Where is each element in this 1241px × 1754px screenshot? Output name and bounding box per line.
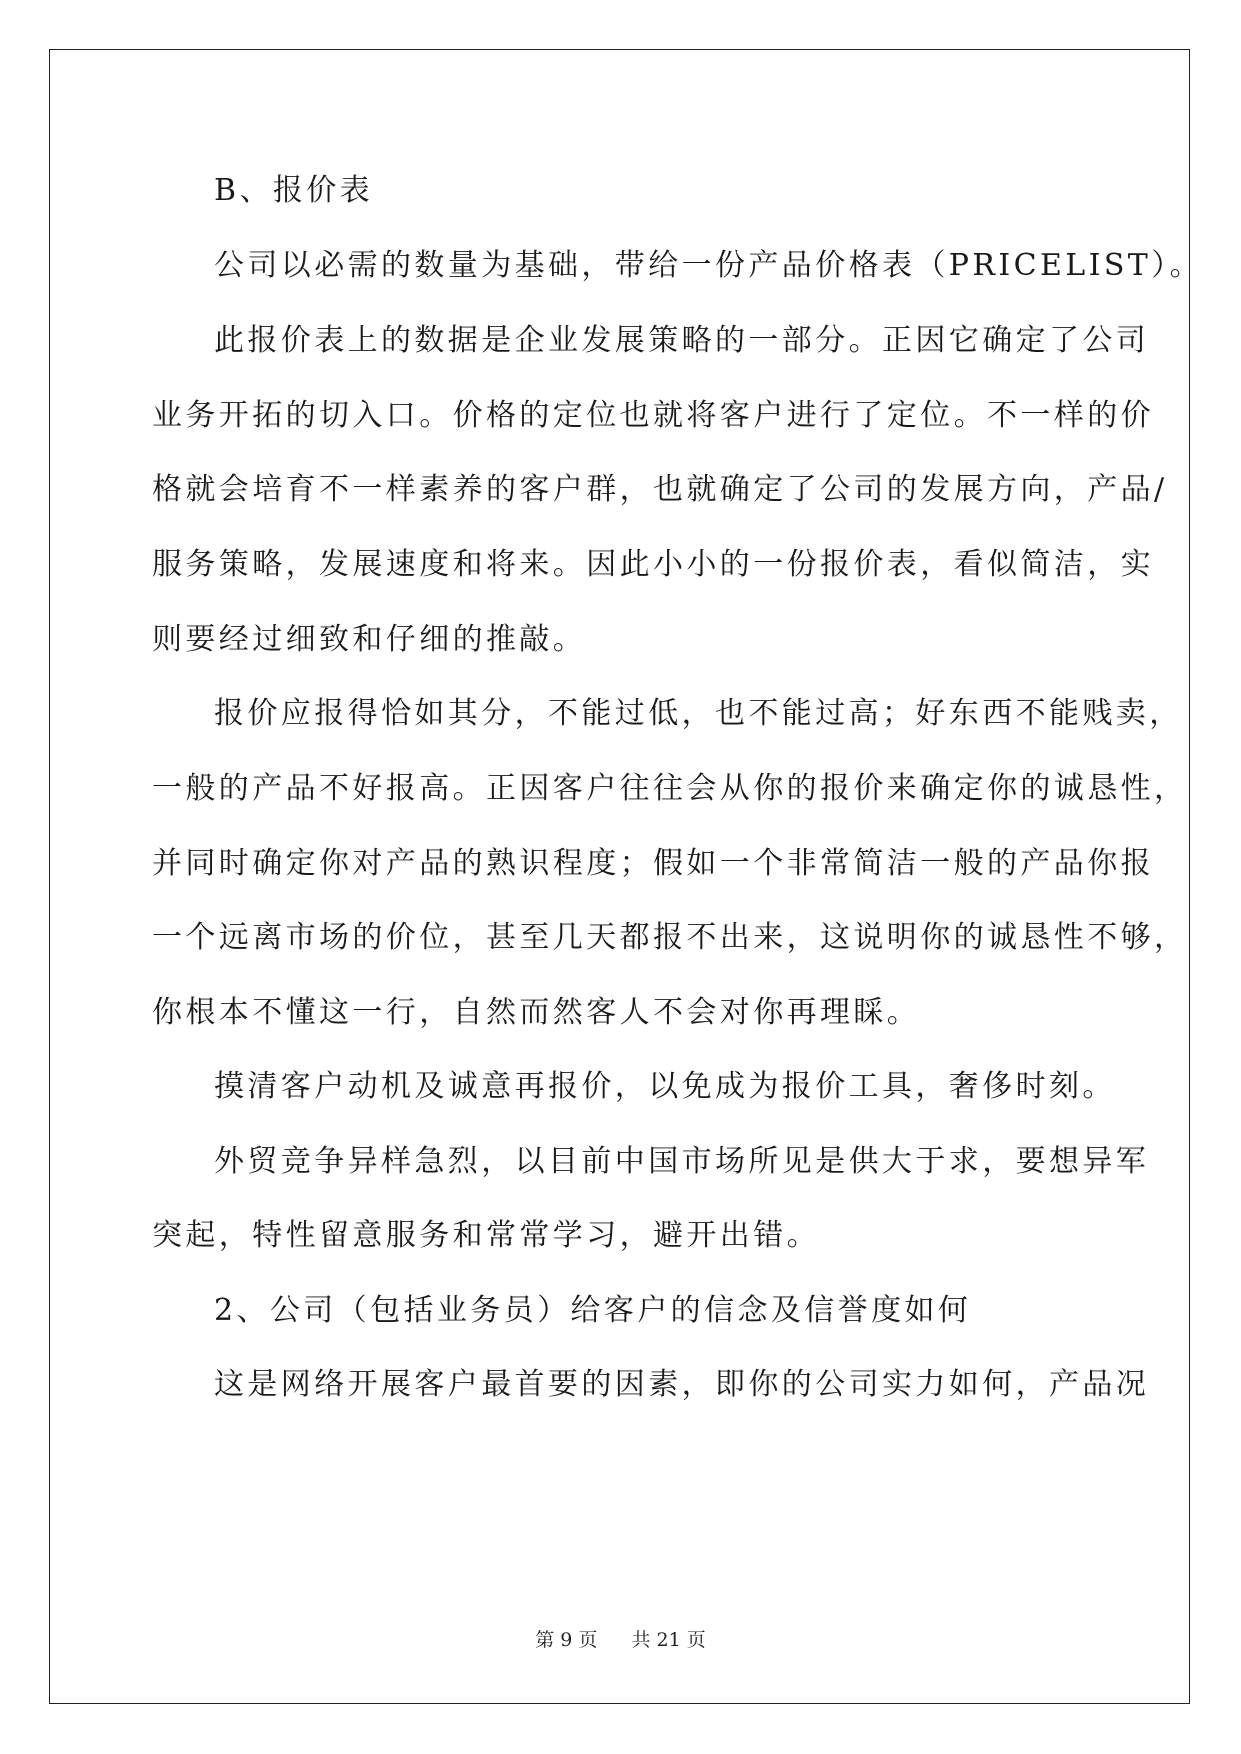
paragraph-line: 此报价表上的数据是企业发展策略的一部分。正因它确定了公司 (214, 323, 1150, 358)
paragraph-line: 突起，特性留意服务和常常学习，避开出错。 (152, 1218, 820, 1253)
paragraph-line: 你根本不懂这一行，自然而然客人不会对你再理睬。 (152, 995, 921, 1030)
paragraph-line: 摸清客户动机及诚意再报价，以免成为报价工具，奢侈时刻。 (214, 1069, 1116, 1104)
paragraph-line: 报价应报得恰如其分，不能过低，也不能过高；好东西不能贱卖， (214, 696, 1183, 731)
section-heading: 2、公司（包括业务员）给客户的信念及信誉度如何 (214, 1293, 972, 1328)
paragraph-line: 则要经过细致和仔细的推敲。 (152, 622, 587, 657)
paragraph-line: 服务策略，发展速度和将来。因此小小的一份报价表，看似简洁，实 (152, 547, 1154, 582)
paragraph-line: 业务开拓的切入口。价格的定位也就将客户进行了定位。不一样的价 (152, 398, 1154, 433)
paragraph-line: 格就会培育不一样素养的客户群，也就确定了公司的发展方向，产品/ (152, 472, 1168, 507)
page-number: 第 9 页 (535, 1629, 598, 1651)
page-total: 共 21 页 (631, 1629, 706, 1651)
paragraph-line: 一般的产品不好报高。正因客户往往会从你的报价来确定你的诚恳性， (152, 771, 1188, 806)
section-heading: B、报价表 (214, 173, 374, 208)
paragraph-line: 外贸竞争异样急烈，以目前中国市场所见是供大于求，要想异军 (214, 1144, 1150, 1179)
paragraph-line: 这是网络开展客户最首要的因素，即你的公司实力如何，产品况 (214, 1367, 1150, 1402)
paragraph-line: 公司以必需的数量为基础，带给一份产品价格表（PRICELIST）。 (214, 248, 1204, 283)
page-footer (0, 1625, 1241, 1652)
paragraph-line: 一个远离市场的价位，甚至几天都报不出来，这说明你的诚恳性不够， (152, 920, 1188, 955)
paragraph-line: 并同时确定你对产品的熟识程度；假如一个非常简洁一般的产品你报 (152, 846, 1154, 881)
